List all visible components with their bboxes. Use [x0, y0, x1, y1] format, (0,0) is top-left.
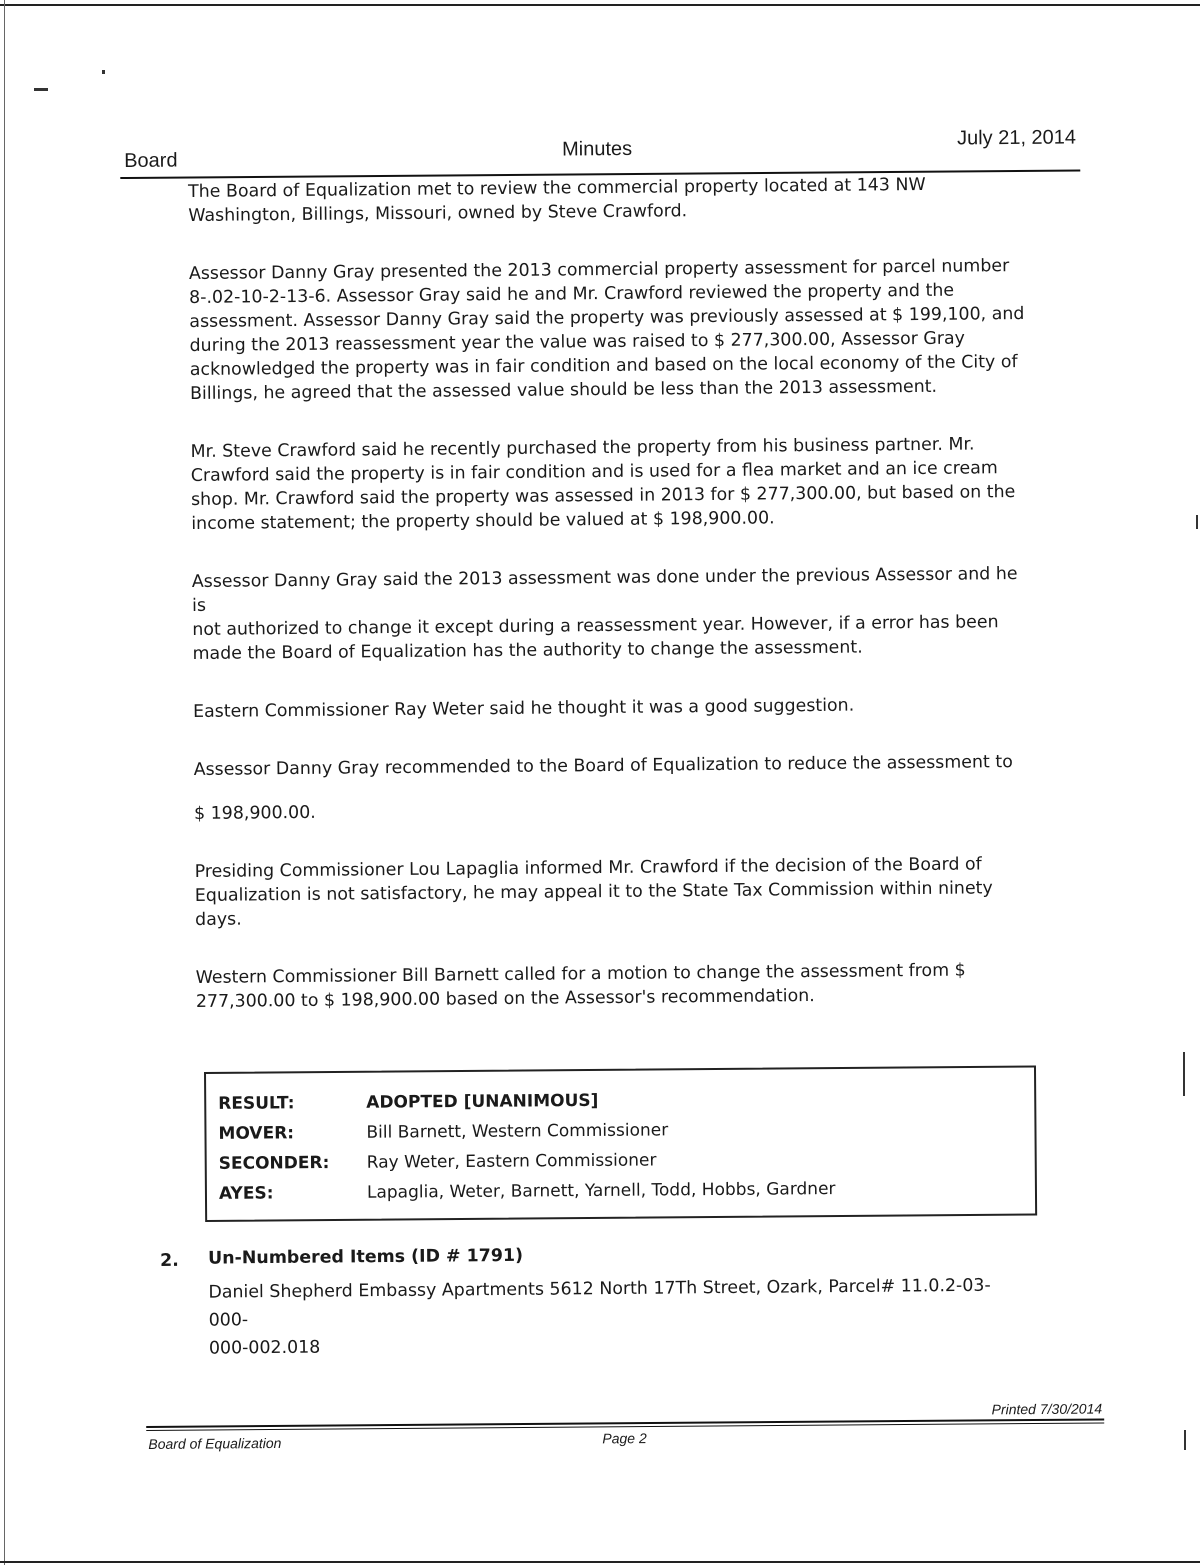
paragraph-assessor-authority: Assessor Danny Gray said the 2013 assessment was done under the previous Assessor and he is not authorized to change it except during a reassessment year. However, if a error has been made the Board of Equalization has the authority to change the assessment.: [191, 564, 1018, 664]
scan-edge-top: [0, 4, 1200, 6]
item-title: Un-Numbered Items (ID # 1791): [208, 1245, 524, 1269]
ayes-value: Lapaglia, Weter, Barnett, Yarnell, Todd, Hobbs, Gardner: [366, 1179, 836, 1203]
paragraph-recommendation: Assessor Danny Gray recommended to the Board of Equalization to reduce the assessment to: [193, 752, 1013, 780]
scan-speck: [1183, 1052, 1185, 1096]
paragraph-motion: Western Commissioner Bill Barnett called for a motion to change the assessment from $ 277,300.00 to $ 198,900.00 based on the Assessor's recommendation.: [195, 960, 966, 1012]
paragraph-meeting-purpose: The Board of Equalization met to review the commercial property located at 143 NW Washington, Billings, Missouri, owned by Steve Crawford.: [188, 174, 926, 226]
mover-label: MOVER:: [218, 1123, 295, 1144]
scan-speck: [34, 88, 48, 91]
item-description: Daniel Shepherd Embassy Apartments 5612 North 17Th Street, Ozark, Parcel# 11.0.2-03-000- 000-002.018: [208, 1275, 991, 1359]
paragraph-assessor-presentation: Assessor Danny Gray presented the 2013 commercial property assessment for parcel number 8-.02-10-2-13-6. Assessor Gray said he and Mr. Crawford reviewed the property and the assessment. Assessor Danny Gray said the property was previously assessed at $ 199,100, and during the 2013 reassessment year the value was raised to $ 277,300.00, Assessor Gray acknowledged the property was in fair condition and based on the local economy of the City of Billings, he agreed that the assessed value should be less than the 2013 assessment.: [188, 256, 1025, 404]
item-number: 2.: [160, 1250, 179, 1271]
paragraph-weter-comment: Eastern Commissioner Ray Weter said he thought it was a good suggestion.: [193, 695, 855, 722]
ayes-label: AYES:: [218, 1183, 274, 1204]
paragraph-appeal-notice: Presiding Commissioner Lou Lapaglia informed Mr. Crawford if the decision of the Board of Equalization is not satisfactory, he may appeal it to the State Tax Commission within ninety days.: [194, 854, 993, 930]
footer-page-number: Page 2: [602, 1430, 647, 1447]
result-label: RESULT:: [218, 1093, 295, 1114]
paragraph-recommended-value: $ 198,900.00.: [193, 802, 316, 824]
footer-board-name: Board of Equalization: [148, 1434, 282, 1452]
page-footer: [146, 1392, 1104, 1450]
scan-speck: [102, 70, 105, 74]
paragraph-crawford-statement: Mr. Steve Crawford said he recently purchased the property from his business partner. Mr. Crawford said the property is in fair condition and is used for a flea market and an ice cream shop. Mr. Crawford said the property was assessed in 2013 for $ 277,300.00, but based on the income statement; the property should be valued at $ 198,900.00.: [190, 434, 1016, 534]
vote-row-ayes: [219, 1178, 1019, 1214]
scan-edge-bottom: [0, 1561, 1200, 1563]
header-minutes: Minutes: [562, 137, 633, 161]
scan-speck: [1196, 515, 1198, 529]
vote-result-box: [204, 1065, 1037, 1222]
seconder-label: SECONDER:: [218, 1153, 330, 1174]
scan-speck: [1184, 1430, 1186, 1450]
scan-edge-left: [4, 0, 5, 1565]
agenda-item: [160, 1237, 1040, 1359]
result-value: ADOPTED [UNANIMOUS]: [366, 1090, 599, 1113]
minutes-body: [188, 172, 1036, 1014]
seconder-value: Ray Weter, Eastern Commissioner: [366, 1150, 657, 1173]
footer-printed-date: Printed 7/30/2014: [991, 1400, 1103, 1418]
mover-value: Bill Barnett, Western Commissioner: [366, 1120, 669, 1143]
header-date: July 21, 2014: [956, 126, 1077, 150]
header-board: Board: [124, 149, 178, 172]
